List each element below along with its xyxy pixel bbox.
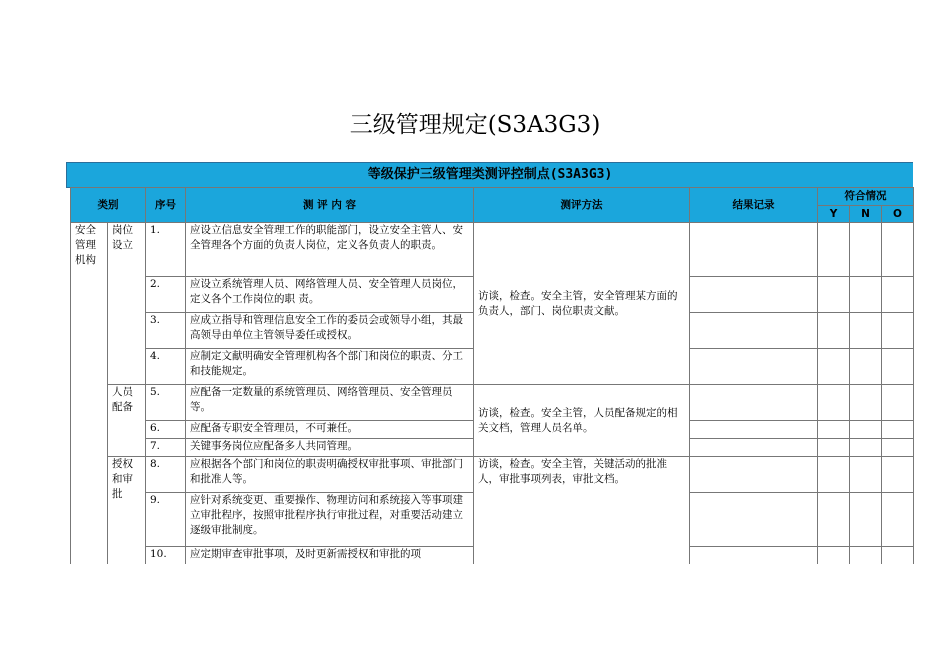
subcategory-cell: 授权和审批: [108, 457, 146, 567]
row-content: 应配备一定数量的系统管理员、网络管理员、安全管理员等。: [186, 385, 474, 421]
result-cell[interactable]: [690, 223, 818, 277]
row-content: 关键事务岗位应配备多人共同管理。: [186, 439, 474, 457]
o-cell[interactable]: [882, 277, 914, 313]
row-number: 6.: [146, 421, 186, 439]
result-cell[interactable]: [690, 493, 818, 547]
n-cell[interactable]: [850, 277, 882, 313]
assessment-table: [70, 187, 914, 567]
method-cell: 访谈，检查。安全主管，人员配备规定的相关文档，管理人员名单。: [474, 385, 690, 457]
o-cell[interactable]: [882, 421, 914, 439]
result-cell[interactable]: [690, 349, 818, 385]
result-cell[interactable]: [690, 313, 818, 349]
o-cell[interactable]: [882, 439, 914, 457]
y-cell[interactable]: [818, 385, 850, 421]
row-content: 应针对系统变更、重要操作、物理访问和系统接入等事项建立审批程序，按照审批程序执行审批过程，对重要活动建立逐级审批制度。: [186, 493, 474, 547]
row-content: 应设立系统管理人员、网络管理人员、安全管理人员岗位，定义各个工作岗位的职 责。: [186, 277, 474, 313]
table-banner: 等级保护三级管理类测评控制点(S3A3G3): [66, 162, 913, 188]
category-cell: 安全管理机构: [71, 223, 108, 567]
n-cell[interactable]: [850, 439, 882, 457]
n-cell[interactable]: [850, 493, 882, 547]
row-number: 2.: [146, 277, 186, 313]
header-number: 序号: [146, 188, 186, 223]
result-cell[interactable]: [690, 439, 818, 457]
result-cell[interactable]: [690, 385, 818, 421]
y-cell[interactable]: [818, 421, 850, 439]
header-y: Y: [818, 206, 850, 223]
header-result: 结果记录: [690, 188, 818, 223]
method-cell: 访谈，检查。安全主管，安全管理某方面的负责人，部门、岗位职责文献。: [474, 223, 690, 385]
row-number: 7.: [146, 439, 186, 457]
y-cell[interactable]: [818, 349, 850, 385]
n-cell[interactable]: [850, 313, 882, 349]
row-content: 应根据各个部门和岗位的职责明确授权审批事项、审批部门和批准人等。: [186, 457, 474, 493]
n-cell[interactable]: [850, 457, 882, 493]
row-number: 4.: [146, 349, 186, 385]
n-cell[interactable]: [850, 349, 882, 385]
y-cell[interactable]: [818, 457, 850, 493]
row-content: 应设立信息安全管理工作的职能部门，设立安全主管人、安全管理各个方面的负责人岗位，定义各负责人的职责。: [186, 223, 474, 277]
header-n: N: [850, 206, 882, 223]
y-cell[interactable]: [818, 223, 850, 277]
y-cell[interactable]: [818, 439, 850, 457]
o-cell[interactable]: [882, 385, 914, 421]
row-number: 5.: [146, 385, 186, 421]
header-content: 测 评 内 容: [186, 188, 474, 223]
row-number: 3.: [146, 313, 186, 349]
result-cell[interactable]: [690, 421, 818, 439]
result-cell[interactable]: [690, 277, 818, 313]
n-cell[interactable]: [850, 421, 882, 439]
page-bottom-margin: [0, 564, 950, 672]
row-number: 9.: [146, 493, 186, 547]
o-cell[interactable]: [882, 493, 914, 547]
y-cell[interactable]: [818, 313, 850, 349]
row-content: 应制定文献明确安全管理机构各个部门和岗位的职责、分工和技能规定。: [186, 349, 474, 385]
o-cell[interactable]: [882, 313, 914, 349]
row-number: 1.: [146, 223, 186, 277]
header-compliance: 符合情况: [818, 188, 914, 206]
o-cell[interactable]: [882, 457, 914, 493]
header-category: 类别: [71, 188, 146, 223]
method-cell: 访谈，检查。安全主管，关键活动的批准人，审批事项列表，审批文档。: [474, 457, 690, 567]
result-cell[interactable]: [690, 457, 818, 493]
row-content: 应定期审查审批事项，及时更新需授权和审批的项: [186, 547, 474, 567]
document-title: 三级管理规定(S3A3G3): [349, 112, 601, 138]
row-content: 应成立指导和管理信息安全工作的委员会或领导小组，其最高领导由单位主管领导委任或授权。: [186, 313, 474, 349]
y-cell[interactable]: [818, 277, 850, 313]
row-number: 10.: [146, 547, 186, 567]
subcategory-cell: 人员配备: [108, 385, 146, 457]
subcategory-cell: 岗位设立: [108, 223, 146, 385]
o-cell[interactable]: [882, 223, 914, 277]
n-cell[interactable]: [850, 385, 882, 421]
header-o: O: [882, 206, 914, 223]
n-cell[interactable]: [850, 223, 882, 277]
row-content: 应配备专职安全管理员，不可兼任。: [186, 421, 474, 439]
y-cell[interactable]: [818, 493, 850, 547]
o-cell[interactable]: [882, 349, 914, 385]
row-number: 8.: [146, 457, 186, 493]
header-method: 测评方法: [474, 188, 690, 223]
